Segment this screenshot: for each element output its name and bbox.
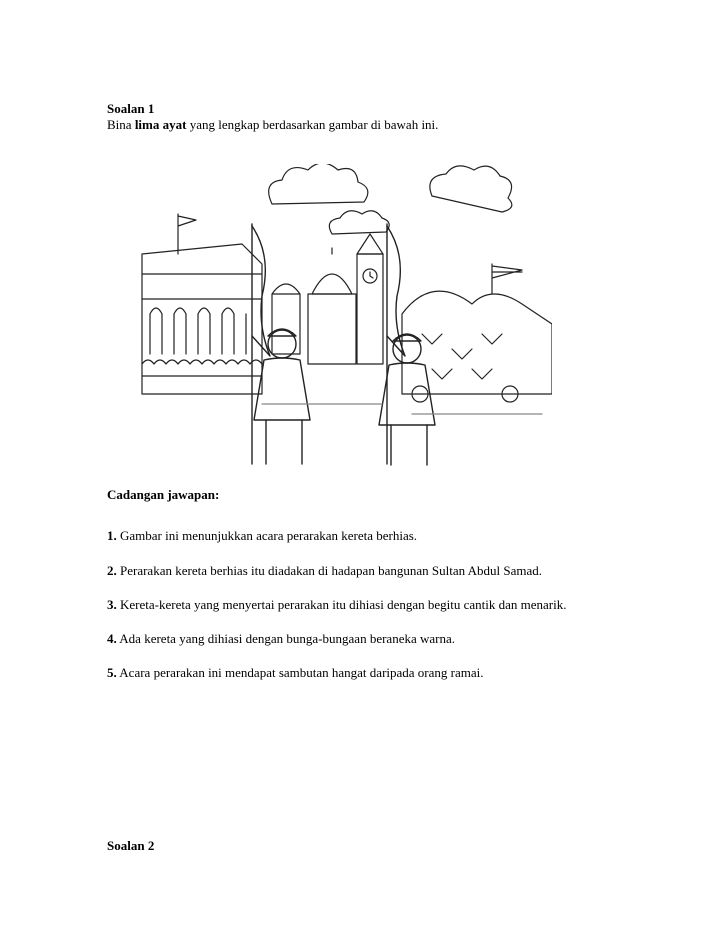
parade-illustration <box>132 164 552 470</box>
cloud-right <box>430 166 512 212</box>
answer-number: 5. <box>107 665 117 680</box>
instruction-rest: yang lengkap berdasarkan gambar di bawah ini. <box>189 117 439 132</box>
answers-heading: Cadangan jawapan: <box>107 487 220 502</box>
answer-text: Ada kereta yang dihiasi dengan bunga-bungaan beraneka warna. <box>119 631 455 646</box>
answer-text: Perarakan kereta berhias itu diadakan di hadapan bangunan Sultan Abdul Samad. <box>120 563 543 578</box>
answer-1 <box>107 528 417 544</box>
cloud-mid <box>329 211 389 234</box>
instruction-bold: lima ayat <box>134 117 187 132</box>
domes-and-tower <box>272 234 383 364</box>
flower-float <box>402 264 552 402</box>
crowd <box>142 360 262 376</box>
question-1-instruction <box>107 117 438 133</box>
answer-number: 1. <box>107 528 117 543</box>
answer-number: 2. <box>107 563 117 578</box>
answer-number: 3. <box>107 597 117 612</box>
left-building <box>142 214 262 394</box>
boy-left <box>252 224 310 464</box>
boy-right <box>379 224 435 465</box>
answer-3 <box>107 597 567 613</box>
answer-text: Kereta-kereta yang menyertai perarakan itu dihiasi dengan begitu cantik dan menarik. <box>120 597 567 612</box>
answer-2 <box>107 563 542 579</box>
instruction-prefix: Bina <box>107 117 132 132</box>
cloud-left <box>269 164 368 204</box>
ground <box>262 404 542 414</box>
answer-5 <box>107 665 484 681</box>
question-2-title: Soalan 2 <box>107 838 155 853</box>
answer-text: Gambar ini menunjukkan acara perarakan kereta berhias. <box>120 528 418 543</box>
answer-number: 4. <box>107 631 117 646</box>
question-1-title: Soalan 1 <box>107 101 155 116</box>
answer-text: Acara perarakan ini mendapat sambutan hangat daripada orang ramai. <box>119 665 484 680</box>
answer-4 <box>107 631 455 647</box>
